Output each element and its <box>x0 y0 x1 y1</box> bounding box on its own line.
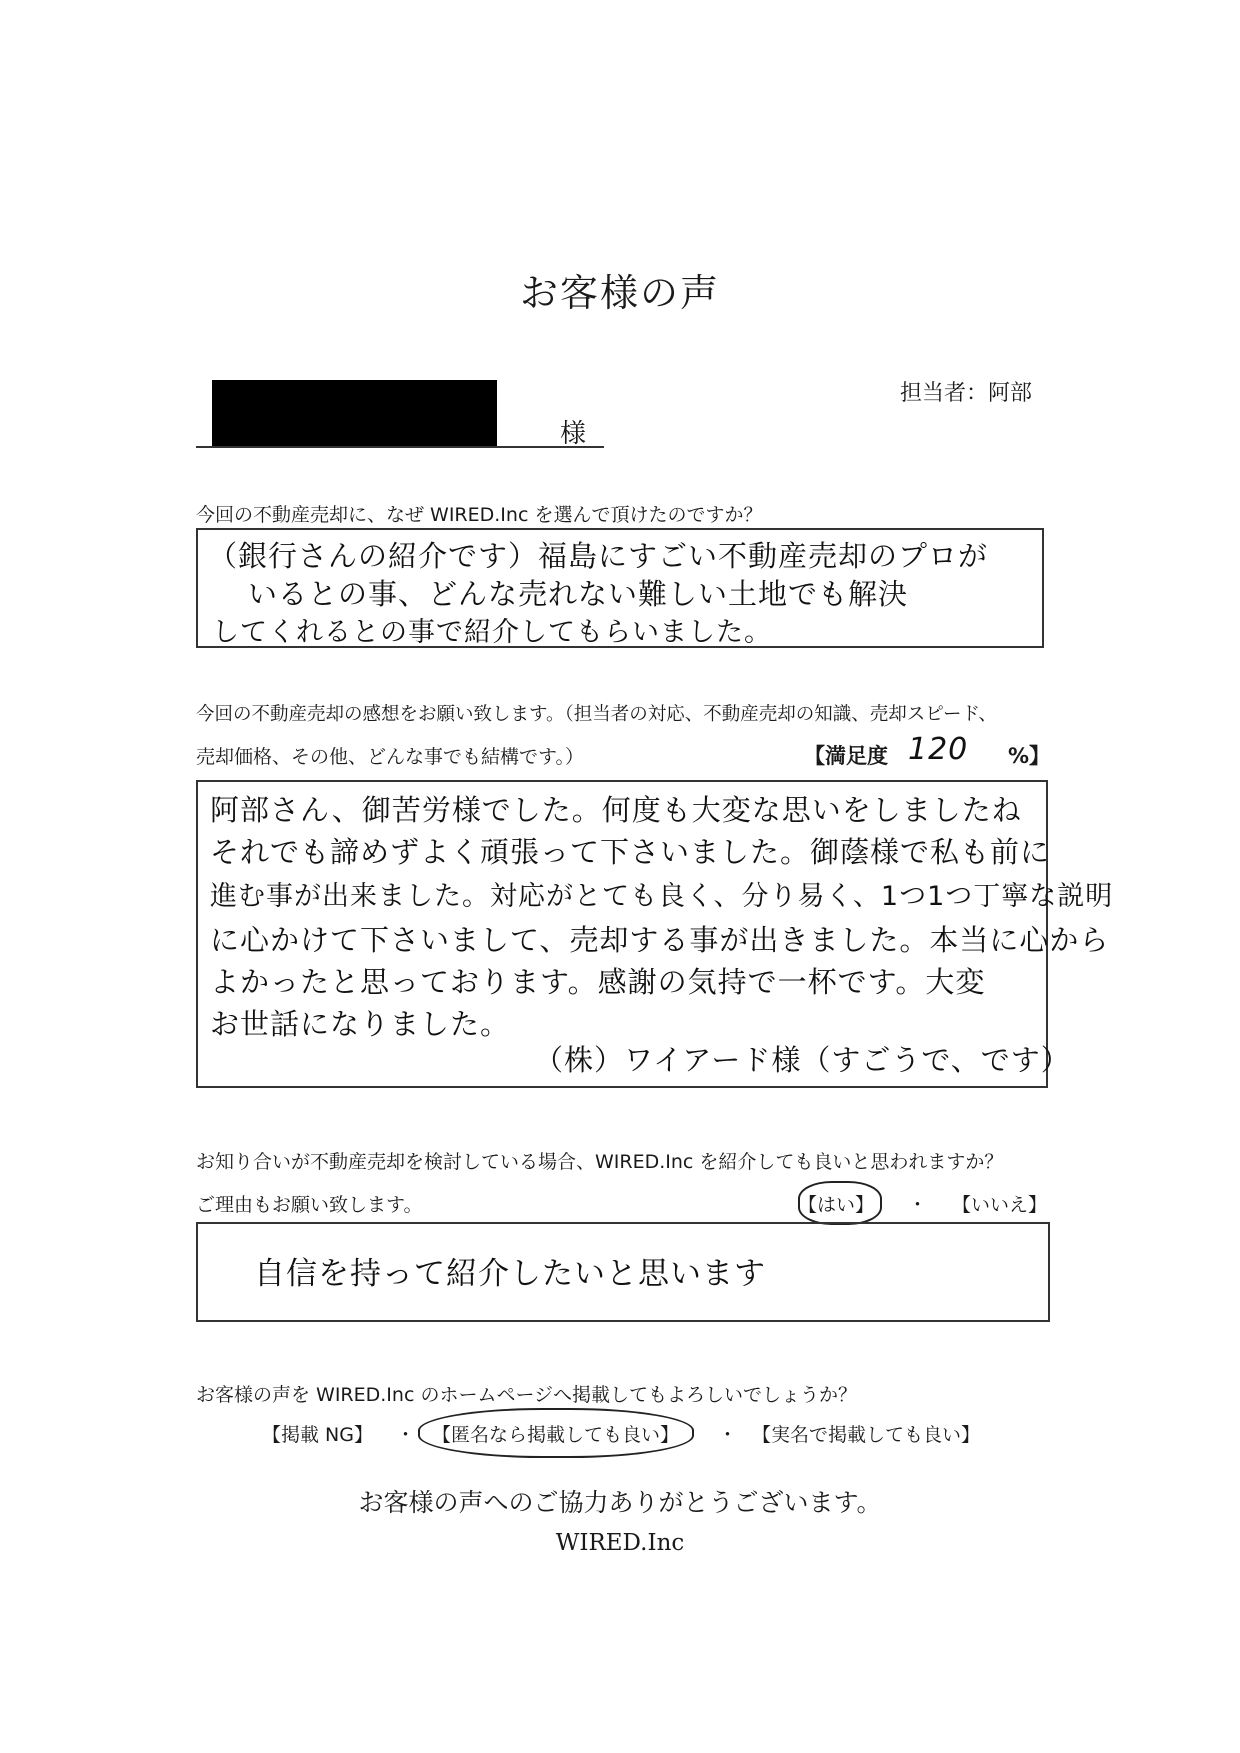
satisfaction-label: 【満足度 <box>804 744 888 768</box>
q1-answer-line-1: （銀行さんの紹介です）福島にすごい不動産売却のプロが <box>208 539 989 573</box>
q4-option-ng: 【掲載 NG】 <box>262 1424 373 1446</box>
page-title: お客様の声 <box>519 271 720 315</box>
q2-answer-line-4: に心かけて下さいまして、売却する事が出きました。本当に心から <box>210 923 1110 957</box>
q2-answer-line-5: よかったと思っております。感謝の気持で一杯です。大変 <box>210 965 986 999</box>
q4-question: お客様の声を WIRED.Inc のホームページへ掲載してもよろしいでしょうか？ <box>196 1384 858 1406</box>
q2-answer-line-2: それでも諦めずよく頑張って下さいました。御蔭様で私も前に <box>210 835 1051 869</box>
q1-answer-line-2: いるとの事、どんな売れない難しい土地でも解決 <box>248 577 909 611</box>
satisfaction-unit: %】 <box>1008 744 1051 768</box>
q2-question-line-1: 今回の不動産売却の感想をお願い致します。（担当者の対応、不動産売却の知識、売却スピード、 <box>196 704 997 725</box>
q2-signature: （株）ワイアード様（すごうで、です） <box>534 1043 1071 1077</box>
staff-label: 担当者：阿部 <box>900 381 1033 406</box>
q2-answer-box <box>196 780 1114 1088</box>
q1-question: 今回の不動産売却に、なぜ WIRED.Inc を選んで頂けたのですか？ <box>196 504 763 526</box>
q3-question-line-2: ご理由もお願い致します。 <box>196 1194 423 1216</box>
q2-question-line-2: 売却価格、その他、どんな事でも結構です。） <box>196 746 584 768</box>
q4-option-realname: 【実名で掲載しても良い】 <box>752 1424 981 1446</box>
footer-thanks: お客様の声へのご協力ありがとうございます。 <box>358 1488 882 1517</box>
q3-separator: ・ <box>908 1194 928 1216</box>
name-underline <box>196 446 604 448</box>
q3-option-yes: 【はい】 <box>798 1194 875 1216</box>
q4-option-anonymous: 【匿名なら掲載しても良い】 <box>432 1424 680 1446</box>
q2-answer-line-1: 阿部さん、御苦労様でした。何度も大変な思いをしましたね <box>210 793 1022 827</box>
q4-separator-2: ・ <box>718 1424 738 1446</box>
q4-separator-1: ・ <box>396 1424 416 1446</box>
q3-option-no: 【いいえ】 <box>952 1194 1048 1216</box>
q1-answer-line-3: してくれるとの事で紹介してもらいました。 <box>212 617 772 648</box>
q3-answer-box <box>196 1222 1050 1322</box>
q1-answer-box <box>196 528 1044 648</box>
q2-answer-line-6: お世話になりました。 <box>210 1007 511 1041</box>
q2-answer-line-3: 進む事が出来ました。対応がとても良く、分り易く、1つ1つ丁寧な説明 <box>210 881 1114 912</box>
q3-answer: 自信を持って紹介したいと思います <box>254 1256 766 1292</box>
footer-company: WIRED.Inc <box>555 1530 685 1556</box>
q3-question-line-1: お知り合いが不動産売却を検討している場合、WIRED.Inc を紹介しても良いと思われますか？ <box>196 1151 1004 1173</box>
redacted-customer-name <box>212 380 497 448</box>
satisfaction-value: 120 <box>908 732 969 767</box>
customer-suffix: 様 <box>560 419 587 449</box>
